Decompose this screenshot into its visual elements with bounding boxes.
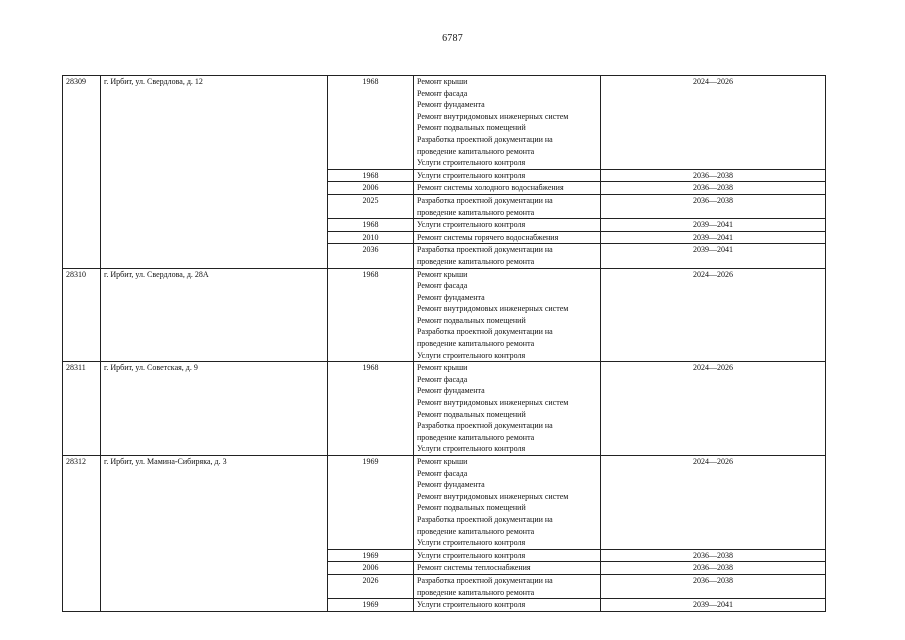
year-cell: 1968 [328,362,414,456]
work-type-line: проведение капитального ремонта [417,432,535,442]
work-type-line: Ремонт системы холодного водоснабжения [417,183,564,193]
work-type-line: Разработка проектной документации на [417,245,553,255]
year-cell: 2026 [328,574,414,598]
table-row [63,268,826,362]
period-cell: 2036—2038 [601,562,826,575]
work-type-line: Разработка проектной документации на [417,195,553,205]
year-cell: 2010 [328,231,414,244]
work-type-line: проведение капитального ремонта [417,526,535,536]
work-types-cell [414,231,601,244]
work-type-line: проведение капитального ремонта [417,339,535,349]
work-type-line: Ремонт внутридомовых инженерных систем [417,491,569,501]
work-type-line: Услуги строительного контроля [417,220,526,230]
work-type-line: Ремонт крыши [417,269,468,279]
work-types-cell [414,194,601,218]
entry-number: 28312 [63,456,101,612]
work-type-line: Ремонт внутридомовых инженерных систем [417,304,569,314]
capital-repair-table [62,75,826,612]
work-type-line: проведение капитального ремонта [417,207,535,217]
work-types-cell [414,574,601,598]
work-type-line: Ремонт фасада [417,374,468,384]
work-type-line: Услуги строительного контроля [417,170,526,180]
work-types-cell [414,169,601,182]
year-cell: 1969 [328,456,414,550]
period-cell: 2039—2041 [601,244,826,268]
year-cell: 1968 [328,219,414,232]
work-type-line: Ремонт системы теплоснабжения [417,563,531,573]
year-cell: 2036 [328,244,414,268]
work-type-line: Ремонт фасада [417,468,468,478]
work-type-line: Ремонт подвальных помещений [417,409,526,419]
work-type-line: Ремонт внутридомовых инженерных систем [417,398,569,408]
work-type-line: Ремонт подвальных помещений [417,123,526,133]
entry-number: 28311 [63,362,101,456]
work-type-line: Ремонт крыши [417,363,468,373]
work-type-line: Ремонт системы горячего водоснабжения [417,232,559,242]
work-types-cell [414,549,601,562]
work-type-line: Разработка проектной документации на [417,134,553,144]
table-row [63,456,826,550]
work-type-line: Разработка проектной документации на [417,575,553,585]
work-type-line: Ремонт крыши [417,457,468,466]
entry-address: г. Ирбит, ул. Мамина-Сибиряка, д. 3 [101,456,328,612]
work-type-line: Разработка проектной документации на [417,514,553,524]
work-type-line: Ремонт фундамента [417,480,485,490]
year-cell: 1968 [328,268,414,362]
work-type-line: Услуги строительного контроля [417,550,526,560]
table-body [63,76,826,612]
work-types-cell [414,182,601,195]
work-types-cell [414,562,601,575]
period-cell: 2039—2041 [601,599,826,612]
work-types-cell [414,599,601,612]
work-type-line: Ремонт фундамента [417,386,485,396]
period-cell: 2036—2038 [601,182,826,195]
page-number: 6787 [442,33,463,44]
work-type-line: Ремонт фундамента [417,100,485,110]
period-cell: 2024—2026 [601,76,826,170]
entry-address: г. Ирбит, ул. Свердлова, д. 28А [101,268,328,362]
year-cell: 1969 [328,599,414,612]
year-cell: 1968 [328,76,414,170]
entry-address: г. Ирбит, ул. Советская, д. 9 [101,362,328,456]
entry-address: г. Ирбит, ул. Свердлова, д. 12 [101,76,328,269]
entry-number: 28310 [63,268,101,362]
work-type-line: Ремонт подвальных помещений [417,315,526,325]
work-type-line: Ремонт подвальных помещений [417,503,526,513]
year-cell: 2006 [328,562,414,575]
work-type-line: Ремонт фасада [417,281,468,291]
work-types-cell [414,268,601,362]
work-type-line: проведение капитального ремонта [417,146,535,156]
year-cell: 2025 [328,194,414,218]
work-type-line: Услуги строительного контроля [417,158,526,168]
year-cell: 1969 [328,549,414,562]
period-cell: 2024—2026 [601,456,826,550]
year-cell: 2006 [328,182,414,195]
work-type-line: проведение капитального ремонта [417,256,535,266]
work-type-line: проведение капитального ремонта [417,587,535,597]
work-type-line: Услуги строительного контроля [417,444,526,454]
work-type-line: Ремонт крыши [417,77,468,86]
work-type-line: Разработка проектной документации на [417,421,553,431]
period-cell: 2024—2026 [601,268,826,362]
work-types-cell [414,76,601,170]
table-row [63,76,826,170]
table-row [63,362,826,456]
period-cell: 2039—2041 [601,219,826,232]
period-cell: 2036—2038 [601,169,826,182]
period-cell: 2036—2038 [601,574,826,598]
work-types-cell [414,244,601,268]
period-cell: 2039—2041 [601,231,826,244]
work-type-line: Разработка проектной документации на [417,327,553,337]
work-type-line: Ремонт фундамента [417,292,485,302]
work-type-line: Услуги строительного контроля [417,350,526,360]
year-cell: 1968 [328,169,414,182]
work-types-cell [414,219,601,232]
period-cell: 2036—2038 [601,194,826,218]
period-cell: 2036—2038 [601,549,826,562]
work-type-line: Ремонт фасада [417,88,468,98]
period-cell: 2024—2026 [601,362,826,456]
entry-number: 28309 [63,76,101,269]
work-type-line: Услуги строительного контроля [417,538,526,548]
work-type-line: Услуги строительного контроля [417,600,526,610]
work-types-cell [414,362,601,456]
work-type-line: Ремонт внутридомовых инженерных систем [417,111,569,121]
work-types-cell [414,456,601,550]
